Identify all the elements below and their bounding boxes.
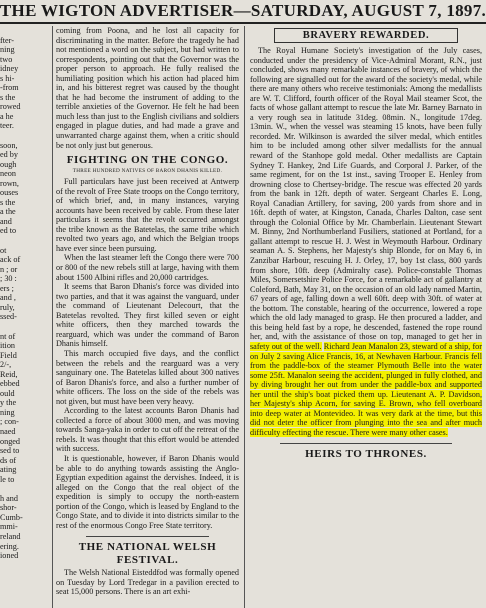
- text-fragment: le to: [0, 474, 15, 484]
- congo-paragraph: When the last steamer left the Congo there were 700 or 800 of the new rebels still at large, having with them about 1500 Albini rifles and 20,000 cartridges.: [56, 253, 239, 282]
- masthead: THE WIGTON ADVERTISER—SATURDAY, AUGUST 7, 1897.: [0, 0, 486, 24]
- text-fragment: sed to: [0, 446, 20, 456]
- text-fragment: Cumb-: [0, 512, 23, 522]
- text-fragment: ds of: [0, 455, 17, 465]
- highlighted-text: safety out of the well.: [250, 341, 322, 351]
- text-fragment: ruly,: [0, 302, 15, 312]
- congo-paragraph: It seems that Baron Dhanis's force was divided into two parties, and that it was against the vanguard, under the command of Lieutenant Delecourt, that the Batetelas revolted. They first killed seven or eight white officers, then they marched towards the rearguard, which was under the command of Baron Dhanis himself.: [56, 282, 239, 349]
- text-fragment: and ,: [0, 293, 16, 303]
- section-divider: [280, 443, 452, 444]
- text-fragment: reland: [0, 531, 21, 541]
- text-fragment: ning: [0, 407, 15, 417]
- highlighted-passage: Richard Jean Manalon 23, steward of a ship, for on July 2 saving Alice Francis, 16, at Newhaven Harbour. Francis fell from the paddle-box of the steamer Plymouth Belle into the water some 25ft. Manalon seeing the accident, plunged in fully clothed, and by diving brought her out from under the paddle-box and supported her until the ship's boat picked them up. Lieutenant A. P. Davidson, her Majesty's ship Acorn, for saving E. Brown, who fell overboard into deep water at Montevideo. It was very dark at the time, but this did not deter the officer from plunging into the sea and after much difficulty effecting the rescue. There were many other cases.: [250, 341, 482, 437]
- bravery-paragraph: [250, 46, 482, 437]
- text-fragment: ers ;: [0, 283, 14, 293]
- text-fragment: soon,: [0, 140, 18, 150]
- text-fragment: ; con-: [0, 417, 19, 427]
- text-fragment: n ; or: [0, 264, 18, 274]
- text-fragment: ating: [0, 465, 17, 475]
- welsh-paragraph: The Welsh National Eisteddfod was formally opened on Tuesday by Lord Tredegar in a pavilion erected to seat 15,000 persons. There is an art exhi-: [56, 568, 239, 597]
- section-divider: [86, 536, 209, 537]
- text-fragment: ouses: [0, 188, 19, 198]
- text-fragment: a the: [0, 207, 16, 217]
- text-fragment: rowed: [0, 102, 21, 112]
- text-fragment: ot: [0, 245, 7, 255]
- text-fragment: shor-: [0, 503, 17, 513]
- congo-paragraph: This march occupied five days, and the conflict between the rebels and the rearguard was a very sanguinary one. The Batetelas killed about 300 natives of Baron Dhanis's force, and also a further number of white officers. The loss on the side of the rebels was not given, but must have been very heavy.: [56, 348, 239, 406]
- text-fragment: ering.: [0, 541, 19, 551]
- text-fragment: ebbed: [0, 379, 20, 389]
- text-fragment: ioned: [0, 551, 19, 561]
- intro-paragraph: coming from Poona, and he lost all capacity for discriminating in the matter. Before the tragedy he had not mentioned a word on the subject, but had written to correspondents, pointing out that the Governor was the proper person to approach. He fully realised the humiliating position which his action had placed him in, and his bitterest regret was caused by the thought that he had become the instrument of adding to the terrible anxieties of the Governor. He felt he had been much less than just to the English civilians and soldiers engaged in plague duties, and had made a grave and unwarranted charge against them, when a critic should be not only just but generous.: [56, 26, 239, 150]
- text-fragment: [0, 236, 50, 246]
- text-fragment: -from: [0, 83, 19, 93]
- bravery-heading: BRAVERY REWARDED.: [274, 28, 458, 43]
- text-fragment: ed by: [0, 150, 18, 160]
- text-fragment: onged: [0, 436, 21, 446]
- text-fragment: neon: [0, 169, 16, 179]
- text-fragment: a he: [0, 111, 14, 121]
- bravery-text: The Royal Humane Society's investigation of the July cases, conducted under the presidency of Vice-Admiral Morant, R.N., just concluded, shows many remarkable instances of bravery, of which the following are signalled out for the award of the society's medal, while there are many others who receive testimonials: Among the medallists are W. T. Clifford, fourth officer of the Royal Mail steamer Scot, the facts of whose gallant attempt to rescue the late Mr. Barney Barnato in a very rough sea in latitude 31deg. 08min. N., longitude 17deg. 13min. W., when the vessel was steaming 15 knots, have been fully recorded. Mr. Wilkinson is awarded the silver medal, which entitles him to be included among other silver medallists for the annual reward of the Stanhope gold medal. Other medallists are Captain Sydney T. Hankey, 2nd Life Guards, and Corporal J. Parker, of the same regiment, for on the 1st inst., saving Trooper E. Henley from drowning close to Chertsey-bridge. The rescue was effected 20 yards from the bank in 12ft. depth of water. Sergeant Charles E. Long, Royal Canadian Artillery, for saving, 200 yards from shore and in 16ft. depth of water, at Kingston, Canada, Charles Dalton, case sent through the Colonial Office by Mr. Chamberlain. Lieutenant Stewart M. Binny, 2nd Northumberland Fusiliers, stationed at Portland, for a gallant attempt to rescue H. J. West in Weymouth Harbour. Ordinary seaman A. S. Stephens, her Majesty's ship Blonde, for on May 6, in Zanzibar Harbour, rescuing H. J. Orley, 17, boy 1st class, 800 yards from shore, 10ft. deep (Admiralty case). Police-constable Thomas Miles, Somersetshire Police Force, for a remarkable act of gallantry at Coleford, Bath, May 31, on the occasion of an old lady named Martin, 67 years of age, falling down a well 60ft. deep with 30ft. of water at the bottom. The constable, hearing of the occurrence, lowered a rope which the old lady managed to grasp. He then procured a ladder, and this being held fast by a rope, he descended, fastened the rope round her, and, with the assistance of those on top, managed to get her in: [250, 46, 482, 342]
- text-fragment: ack of: [0, 255, 21, 265]
- congo-paragraph: According to the latest accounts Baron Dhanis had collected a force of about 3000 men, and was moving towards Sanga-yaka in order to cut off the retreat of the rebels. It was thought that this effort would be attended with success.: [56, 406, 239, 454]
- text-fragment: and: [0, 216, 12, 226]
- text-fragment: ; 30 :: [0, 274, 17, 284]
- text-fragment: 2/-,: [0, 360, 12, 370]
- text-fragment: [0, 484, 50, 494]
- text-fragment: ition: [0, 341, 16, 351]
- text-fragment: Field: [0, 350, 17, 360]
- text-fragment: Reid,: [0, 369, 18, 379]
- text-fragment: rown,: [0, 178, 19, 188]
- text-fragment: fter-: [0, 35, 14, 45]
- text-fragment: idney: [0, 64, 19, 74]
- text-fragment: ed to: [0, 226, 17, 236]
- left-column-fragments: [0, 26, 50, 561]
- text-fragment: [0, 131, 50, 141]
- text-fragment: two: [0, 54, 13, 64]
- column-divider: [244, 26, 245, 608]
- text-fragment: [0, 26, 50, 36]
- right-column: [250, 26, 482, 462]
- middle-column: [56, 26, 239, 597]
- text-fragment: ssed-: [0, 312, 17, 322]
- congo-heading: FIGHTING ON THE CONGO.: [66, 154, 229, 167]
- text-fragment: ould: [0, 388, 15, 398]
- text-fragment: ough: [0, 159, 17, 169]
- text-fragment: y the: [0, 398, 17, 408]
- welsh-heading: THE NATIONAL WELSH FESTIVAL.: [78, 541, 217, 567]
- text-fragment: mmi-: [0, 522, 18, 532]
- congo-subheading: THREE HUNDRED NATIVES OF BARON DHANIS KILLED.: [72, 168, 223, 175]
- text-fragment: ning: [0, 45, 15, 55]
- text-fragment: h and: [0, 493, 18, 503]
- congo-paragraph: It is questionable, however, if Baron Dhanis would be able to do anything towards assisting the Anglo-Egyptian expedition against the dervishes. Indeed, it is alleged on the Congo that the real object of the expedition is simply to occupy the north-eastern portion of the Congo, which is leased by England to the Congo State, and to divide it into districts similar to the rest of the enormous Congo Free State territory.: [56, 453, 239, 530]
- heirs-heading: HEIRS TO THRONES.: [305, 448, 427, 461]
- text-fragment: teer.: [0, 121, 14, 131]
- text-fragment: nt of: [0, 331, 16, 341]
- text-fragment: [0, 322, 50, 332]
- congo-paragraph: Full particulars have just been received at Antwerp of the revolt of Free State troops on the Congo territory, of which brief, and, in many instances, varying accounts have been received by cable. From these later particulars it seems that the revolt occurred amongst the tribe known as the Batetelas, the same tribe which revolted two years ago, and which the Belgian troops have ever since been pursuing.: [56, 177, 239, 253]
- column-divider: [52, 26, 53, 608]
- text-fragment: s hi-: [0, 73, 15, 83]
- text-fragment: s the: [0, 197, 16, 207]
- text-fragment: naed: [0, 426, 16, 436]
- text-fragment: s the: [0, 92, 16, 102]
